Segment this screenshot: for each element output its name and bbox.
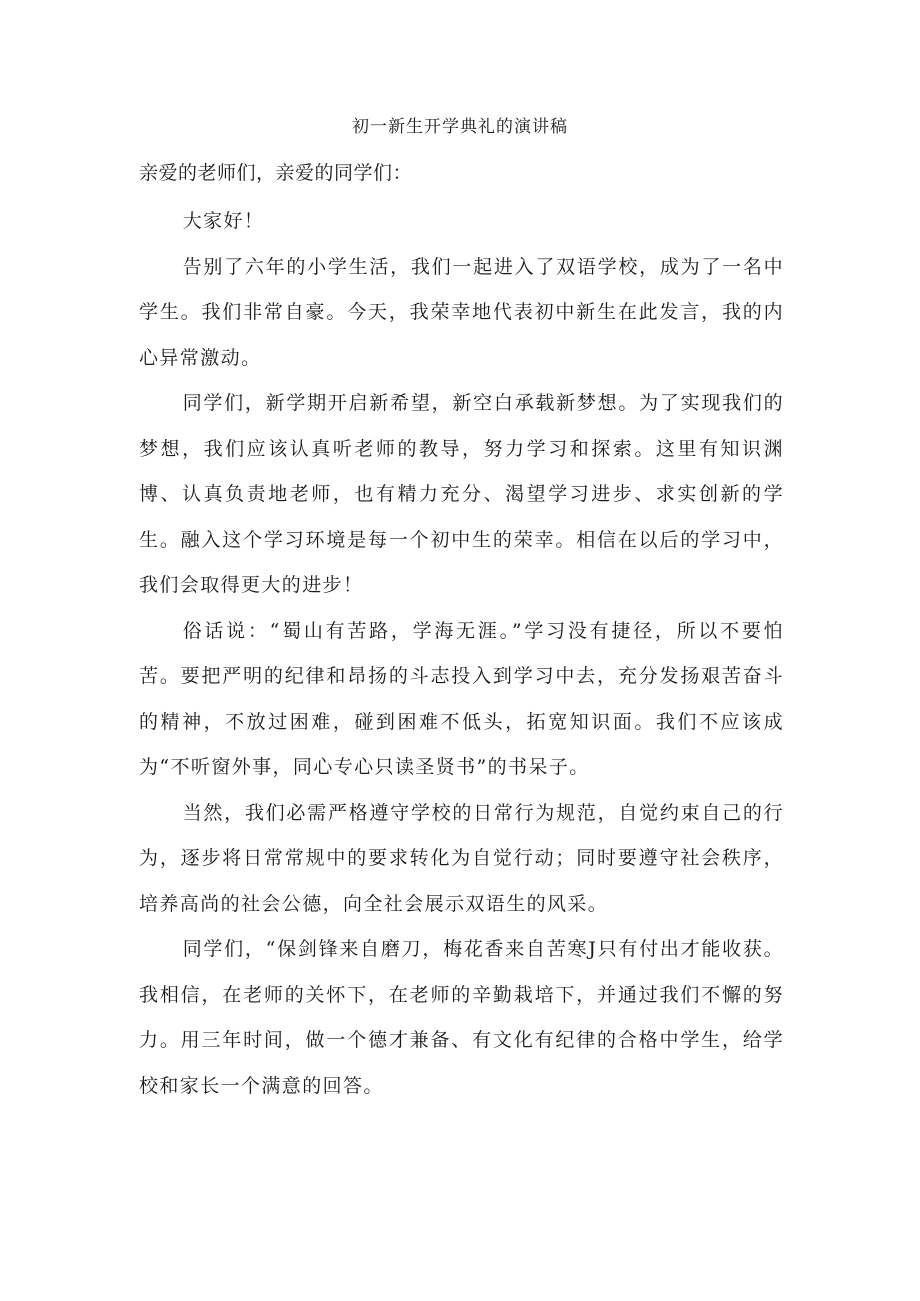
paragraph-greeting: 大家好！	[182, 210, 265, 232]
paragraph-rules: 当然，我们必需严格遵守学校的日常行为规范，自觉约束自己的行为，逐步将日常常规中的要求转化为自觉行动；同时要遵守社会秩序，培养高尚的社会公德，向全社会展示双语生的风采。	[139, 801, 784, 915]
paragraph-proverb: 俗话说：“蜀山有苦路，学海无涯。”学习没有捷径，所以不要怕苦。要把严明的纪律和昂扬的斗志投入到学习中去，充分发扬艰苦奋斗的精神，不放过困难，碰到困难不低头，拓宽知识面。我们不应该成为“不听窗外事，同心专心只读圣贤书”的书呆子。	[139, 619, 784, 778]
paragraph-closing: 同学们，“保剑锋来自磨刀，梅花香来自苦寒J只有付出才能收获。我相信，在老师的关怀下，在老师的辛勤栽培下，并通过我们不懈的努力。用三年时间，做一个德才兼备、有文化有纪律的合格中学生，给学校和家长一个满意的回答。	[139, 938, 784, 1097]
salutation: 亲爱的老师们，亲爱的同学们：	[139, 162, 413, 184]
document-title: 初一新生开学典礼的演讲稿	[352, 117, 568, 137]
paragraph-new-semester: 同学们，新学期开启新希望，新空白承载新梦想。为了实现我们的梦想，我们应该认真听老师的教导，努力学习和探索。这里有知识渊博、认真负责地老师，也有精力充分、渴望学习进步、求实创新的学生。融入这个学习环境是每一个初中生的荣幸。相信在以后的学习中，我们会取得更大的进步！	[139, 392, 784, 596]
document-body	[139, 199, 784, 1109]
paragraph-intro: 告别了六年的小学生活，我们一起进入了双语学校，成为了一名中学生。我们非常自豪。今天，我荣幸地代表初中新生在此发言，我的内心异常激动。	[139, 255, 784, 369]
